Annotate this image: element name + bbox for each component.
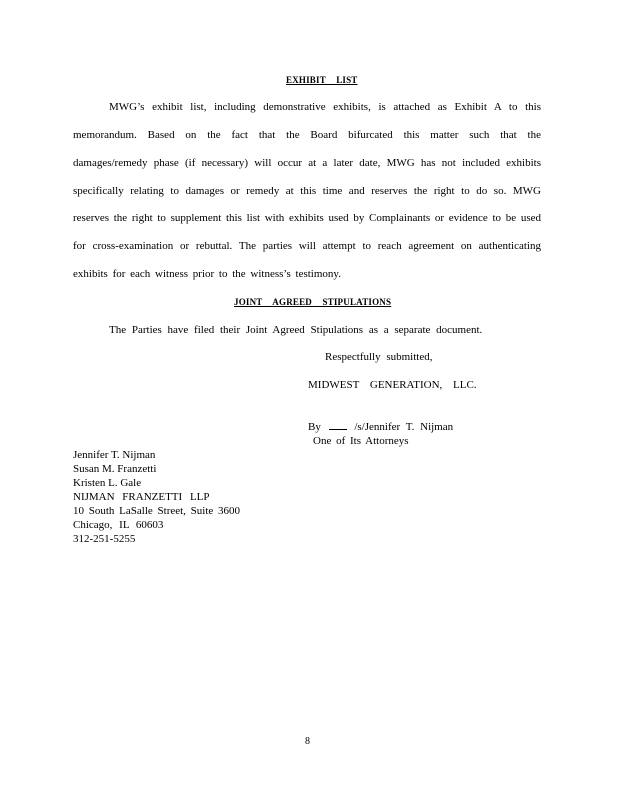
exhibit-paragraph-line: specifically relating to damages or remedy at this time and reserves the right to do so. MWG [73,185,541,197]
exhibit-paragraph-line: memorandum. Based on the fact that the Board bifurcated this matter such that the [73,129,541,141]
attorney-line: Kristen L. Gale [73,477,142,489]
phone-number: 312-251-5255 [73,533,136,545]
exhibit-paragraph-line: exhibits for each witness prior to the witness’s testimony. [73,268,341,280]
stipulations-text: The Parties have filed their Joint Agreed Stipulations as a separate document. [109,324,483,336]
signature-signer: /s/Jennifer T. Nijman [354,421,454,433]
address-city: Chicago, IL 60603 [73,519,164,531]
page-number: 8 [305,736,310,747]
exhibit-list-heading: EXHIBIT LIST [286,75,358,85]
exhibit-paragraph-line: for cross-examination or rebuttal. The parties will attempt to reach agreement on authenticating [73,240,541,252]
signature-closing: Respectfully submitted, [325,351,433,363]
signature-blank [329,421,347,430]
exhibit-paragraph-line: damages/remedy phase (if necessary) will occur at a later date, MWG has not included exhibits [73,157,541,169]
attorney-line: Jennifer T. Nijman [73,449,156,461]
firm-name: NIJMAN FRANZETTI LLP [73,491,210,503]
signature-role: One of Its Attorneys [313,435,409,447]
exhibit-paragraph-line: MWG’s exhibit list, including demonstrative exhibits, is attached as Exhibit A to this [109,101,541,113]
signature-by-label: By [308,421,321,433]
signature-party: MIDWEST GENERATION, LLC. [308,379,477,391]
address-street: 10 South LaSalle Street, Suite 3600 [73,505,241,517]
stipulations-heading: JOINT AGREED STIPULATIONS [234,297,392,307]
signature-by-line [308,420,453,434]
exhibit-paragraph-line: reserves the right to supplement this list with exhibits used by Complainants or evidence to be used [73,212,541,224]
attorney-line: Susan M. Franzetti [73,463,157,475]
